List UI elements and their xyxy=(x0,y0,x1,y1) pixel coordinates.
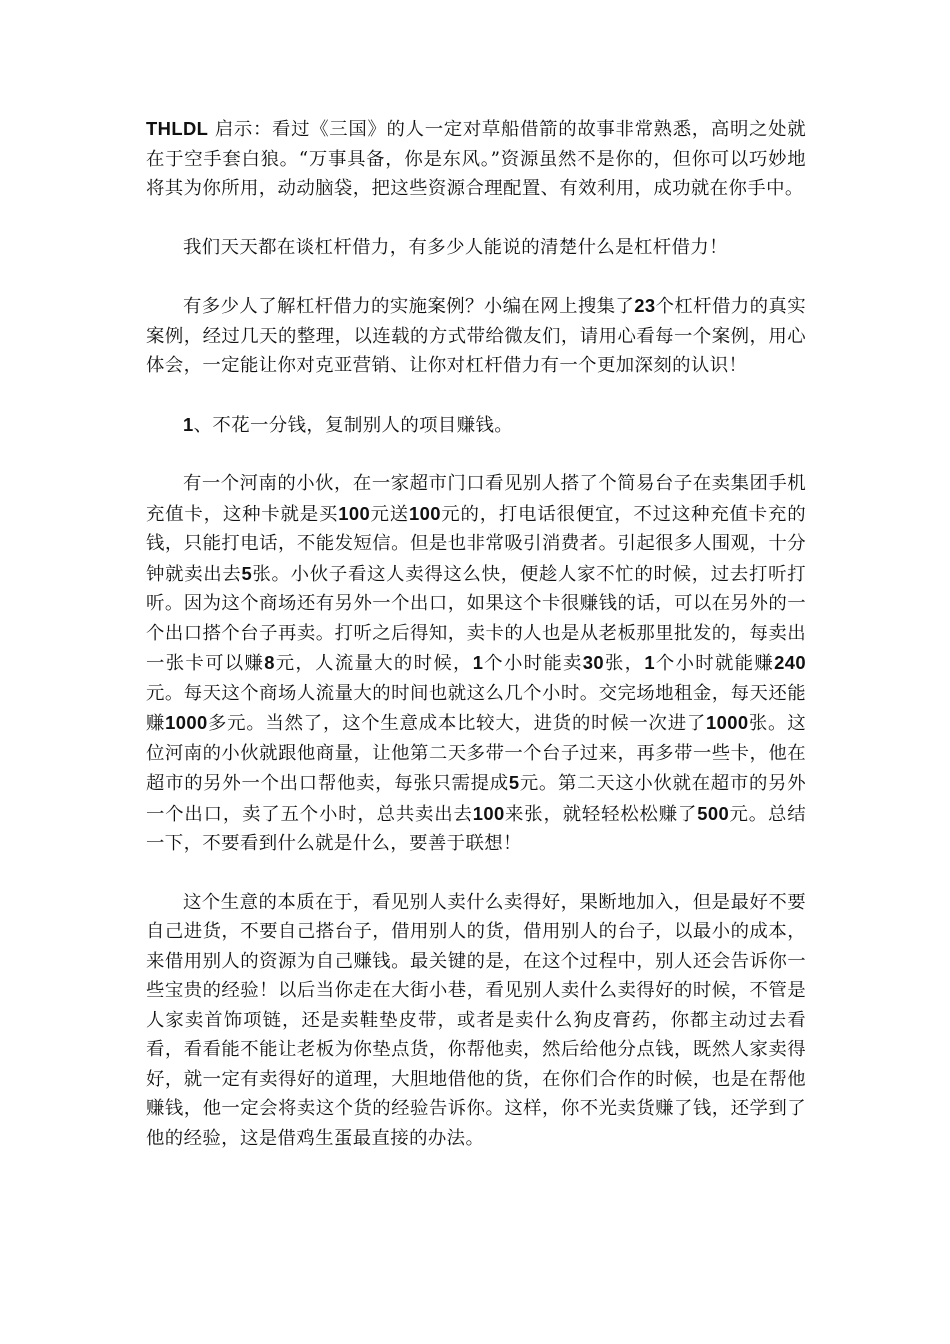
paragraph-series-intro xyxy=(146,291,806,381)
text-run: 有多少人了解杠杆借力的实施案例？小编在网上搜集了 xyxy=(183,296,635,317)
number-run: 5 xyxy=(508,772,520,793)
text-run: 张。小伙子看这人卖得这么快，便趁人家不忙的时候，过去打听打听。因为这个商场还有另外一个出口，如果这个卡很赚钱的话，可以在另外的一个出口搭个台子再卖。打听之后得知，卖卡的人也是从老板那里批发的，每卖出一张卡可以赚 xyxy=(146,563,806,674)
text-run: 张。这位河南的小伙就跟他商量，让他第二天多带一个台子过来，再多带一些卡，他在超市的另外一个出口帮他卖，每张只需提成 xyxy=(146,713,806,794)
section-heading-1 xyxy=(146,410,806,441)
text-run: 元送 xyxy=(370,503,409,525)
text-run: 元的，打电话很便宜，不过这种充值卡充的钱，只能打电话，不能发短信。但是也非常吸引消费者。引起很多人围观，十分钟就卖出去 xyxy=(146,503,806,585)
section-title: 、不花一分钱，复制别人的项目赚钱。 xyxy=(193,414,514,436)
number-run: 8 xyxy=(264,652,275,673)
paragraph-analysis: 这个生意的本质在于，看见别人卖什么卖得好，果断地加入，但是最好不要自己进货，不要自己搭台子，借用别人的货，借用别人的台子，以最小的成本，来借用别人的资源为自己赚钱。最关键的是，在这个过程中，别人还会告诉你一些宝贵的经验！以后当你走在大街小巷，看见别人卖什么卖得好的时候，不管是人家卖首饰项链，还是卖鞋垫皮带，或者是卖什么狗皮膏药，你都主动过去看看，看看能不能让老板为你垫点货，你帮他卖，然后给他分点钱，既然人家卖得好，就一定有卖得好的道理，大胆地借他的货，在你们合作的时候，也是在帮他赚钱，他一定会将卖这个货的经验告诉你。这样，你不光卖货赚了钱，还学到了他的经验，这是借鸡生蛋最直接的办法。 xyxy=(146,891,806,1149)
text-run: 个杠杆借力的真实案例，经过几天的整理，以连载的方式带给微友们，请用心看每一个案例，用心体会，一定能让你对克亚营销、让你对杠杆借力有一个更加深刻的认识！ xyxy=(146,296,806,376)
number-run: 100 xyxy=(338,502,371,524)
paragraph-question: 我们天天都在谈杠杆借力，有多少人能说的清楚什么是杠杆借力！ xyxy=(183,236,728,258)
number-run: 240 xyxy=(774,652,806,673)
intro-text: 启示：看过《三国》的人一定对草船借箭的故事非常熟悉，高明之处就在于空手套白狼。“万事具备，你是东风。”资源虽然不是你的，但你可以巧妙地将其为你所用，动动脑袋，把这些资源合理配置、有效利用，成功就在你手中。 xyxy=(146,119,807,199)
text-run: 元。每天这个商场人流量大的时间也就这么几个小时。交完场地租金，每天还能赚 xyxy=(146,682,806,734)
number-run: 100 xyxy=(472,802,505,824)
number-run: 23 xyxy=(634,295,656,316)
text-run: 元，人流量大的时候， xyxy=(274,653,473,674)
text-run: 张， xyxy=(604,653,645,674)
text-run: 多元。当然了，这个生意成本比较大，进货的时候一次进了 xyxy=(207,713,707,734)
paragraph-case-story xyxy=(146,469,806,859)
section-number: 1 xyxy=(183,413,194,435)
source-tag: THLDL xyxy=(146,118,209,139)
text-run: 个小时能卖 xyxy=(483,653,583,674)
article-body xyxy=(146,114,806,1182)
text-run: 个小时就能赚 xyxy=(654,653,775,674)
number-run: 1 xyxy=(472,652,484,673)
number-run: 500 xyxy=(697,802,730,824)
number-run: 5 xyxy=(241,562,253,584)
number-run: 1 xyxy=(644,652,655,673)
text-run: 来张，就轻轻松松赚了 xyxy=(504,803,698,825)
number-run: 1000 xyxy=(165,712,208,733)
number-run: 100 xyxy=(408,502,441,524)
text-run: 元。第二天这小伙就在超市的另外一个出口，卖了五个小时，总共卖出去 xyxy=(146,773,806,825)
paragraph-intro xyxy=(146,114,806,204)
number-run: 30 xyxy=(582,652,605,673)
number-run: 1000 xyxy=(706,712,749,733)
text-run: 有一个河南的小伙，在一家超市门口看见别人搭了个简易台子在卖集团手机充值卡，这种卡就是买 xyxy=(146,473,806,525)
text-run: 元。总结一下，不要看到什么就是什么，要善于联想！ xyxy=(146,803,806,854)
